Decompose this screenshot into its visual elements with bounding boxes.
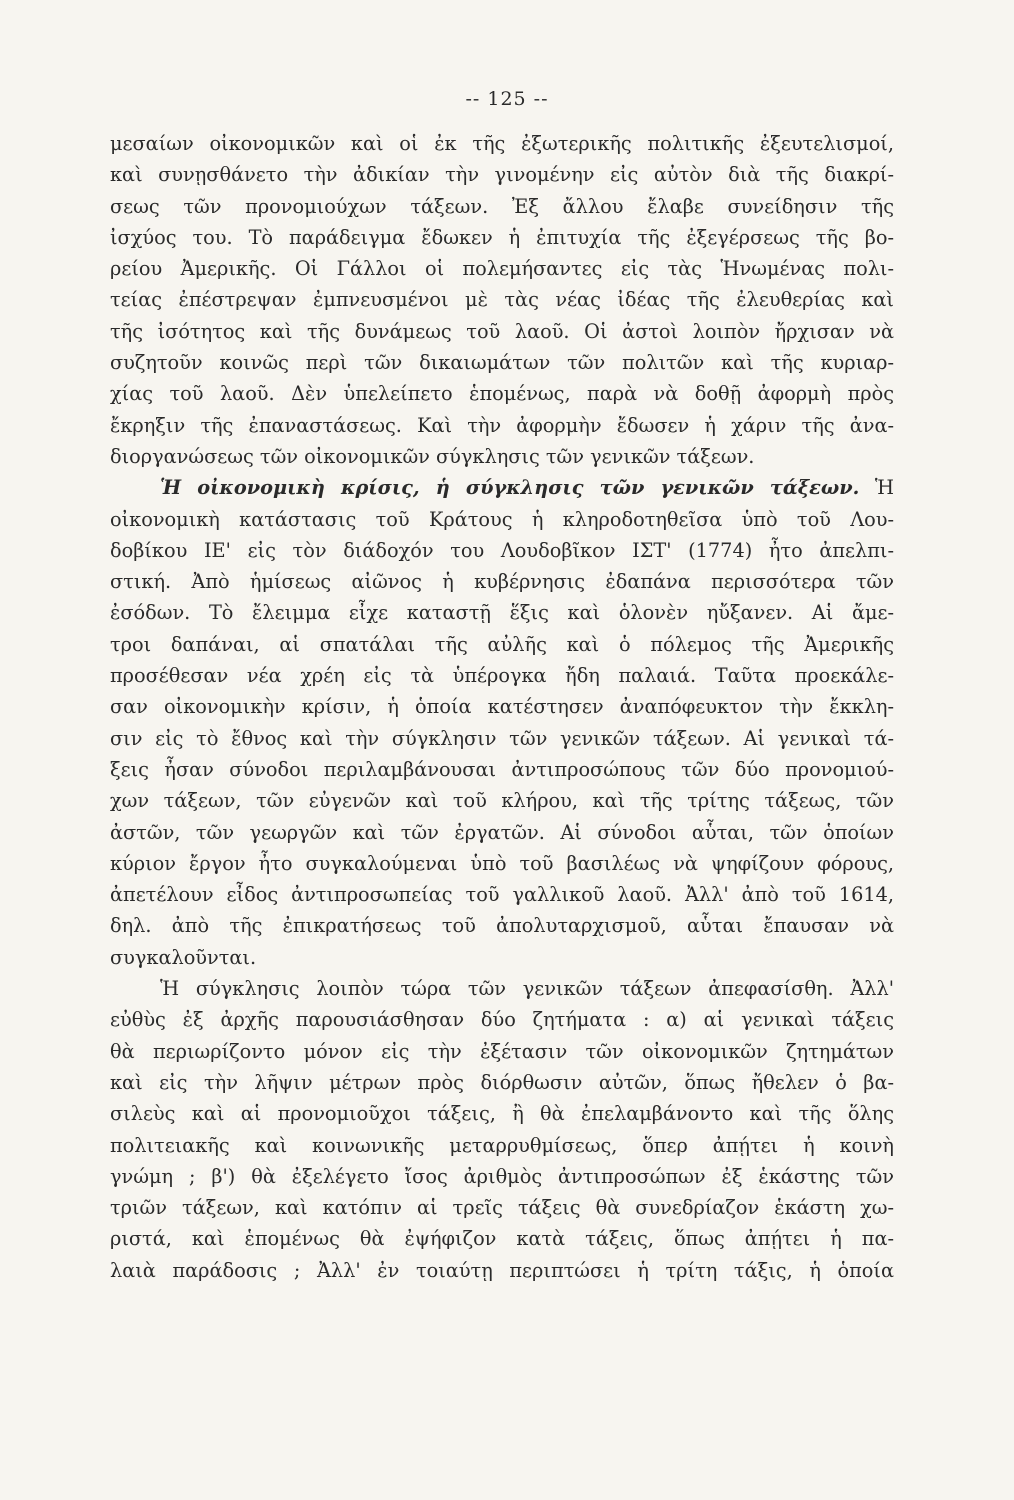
text-line: ἔκρηξιν τῆς ἐπαναστάσεως. Καὶ τὴν ἀφορμὴν ἔδωσεν ἡ χάριν τῆς ἀνα-: [110, 413, 894, 437]
text-line: καὶ εἰς τὴν λῆψιν μέτρων πρὸς διόρθωσιν αὐτῶν, ὅπως ἤθελεν ὁ βα-: [110, 1070, 894, 1094]
text-line: καὶ συνῃσθάνετο τὴν ἀδικίαν τὴν γινομένην εἰς αὐτὸν διὰ τῆς διακρί-: [110, 163, 894, 187]
text-line: θὰ περιωρίζοντο μόνον εἰς τὴν ἐξέτασιν τῶν οἰκονομικῶν ζητημάτων: [110, 1039, 894, 1063]
text-line: ἐσόδων. Τὸ ἔλειμμα εἶχε καταστῇ ἕξις καὶ ὁλονὲν ηὔξανεν. Αἱ ἄμε-: [110, 601, 894, 625]
text-line: ἀστῶν, τῶν γεωργῶν καὶ τῶν ἐργατῶν. Αἱ σύνοδοι αὗται, τῶν ὁποίων: [110, 820, 894, 844]
text-line: τείας ἐπέστρεψαν ἐμπνευσμένοι μὲ τὰς νέας ἰδέας τῆς ἐλευθερίας καὶ: [110, 288, 894, 312]
text-line: Ἡ σύγκλησις λοιπὸν τώρα τῶν γενικῶν τάξεων ἀπεφασίσθη. Ἀλλ': [160, 977, 894, 1001]
text-line: ξεις ἦσαν σύνοδοι περιλαμβάνουσαι ἀντιπροσώπους τῶν δύο προνομιού-: [110, 757, 894, 781]
section-heading-line: [110, 472, 894, 503]
text-line: στική. Ἀπὸ ἡμίσεως αἰῶνος ἡ κυβέρνησις ἐδαπάνα περισσότερα τῶν: [110, 570, 894, 594]
text-line: ἰσχύος του. Τὸ παράδειγμα ἔδωκεν ἡ ἐπιτυχία τῆς ἐξεγέρσεως τῆς βο-: [110, 225, 894, 249]
text-line: ριστά, καὶ ἑπομένως θὰ ἐψήφιζον κατὰ τάξεις, ὅπως ἀπῄτει ἡ πα-: [110, 1227, 894, 1251]
text-line: μεσαίων οἰκονομικῶν καὶ οἱ ἐκ τῆς ἐξωτερικῆς πολιτικῆς ἐξευτελισμοί,: [110, 132, 894, 155]
text-line: σιν εἰς τὸ ἔθνος καὶ τὴν σύγκλησιν τῶν γενικῶν τάξεων. Αἱ γενικαὶ τά-: [110, 726, 894, 750]
text-line: τροι δαπάναι, αἱ σπατάλαι τῆς αὐλῆς καὶ ὁ πόλεμος τῆς Ἀμερικῆς: [110, 632, 894, 656]
text-line: σεως τῶν προνομιούχων τάξεων. Ἐξ ἄλλου ἔλαβε συνείδησιν τῆς: [110, 194, 894, 218]
text-line: συγκαλοῦνται.: [110, 945, 257, 969]
text-line: οἰκονομικὴ κατάστασις τοῦ Κράτους ἡ κληροδοτηθεῖσα ὑπὸ τοῦ Λου-: [110, 507, 894, 531]
text-line: ρείου Ἀμερικῆς. Οἱ Γάλλοι οἱ πολεμήσαντες εἰς τὰς Ἡνωμένας πολι-: [110, 257, 894, 281]
heading-tail: Ἡ: [859, 476, 894, 500]
text-line: χίας τοῦ λαοῦ. Δὲν ὑπελείπετο ἑπομένως, παρὰ νὰ δοθῇ ἀφορμὴ πρὸς: [110, 382, 894, 406]
text-line: δηλ. ἀπὸ τῆς ἐπικρατήσεως τοῦ ἀπολυταρχισμοῦ, αὗται ἔπαυσαν νὰ: [110, 914, 894, 938]
text-line: εὐθὺς ἐξ ἀρχῆς παρουσιάσθησαν δύο ζητήματα : α) αἱ γενικαὶ τάξεις: [110, 1008, 894, 1032]
text-line: προσέθεσαν νέα χρέη εἰς τὰ ὑπέρογκα ἤδη παλαιά. Ταῦτα προεκάλε-: [110, 664, 894, 688]
text-line: σιλεὺς καὶ αἱ προνομιοῦχοι τάξεις, ἢ θὰ ἐπελαμβάνοντο καὶ τῆς ὅλης: [110, 1102, 894, 1126]
text-line: σαν οἰκονομικὴν κρίσιν, ἡ ὁποία κατέστησεν ἀναπόφευκτον τὴν ἔκκλη-: [110, 695, 894, 719]
page-number: -- 125 --: [465, 88, 549, 110]
section-heading: Ἡ οἰκονομικὴ κρίσις, ἡ σύγκλησις τῶν γενικῶν τάξεων.: [160, 476, 860, 500]
text-line: διοργανώσεως τῶν οἰκονομικῶν σύγκλησις τῶν γενικῶν τάξεων.: [110, 444, 755, 468]
text-line: πολιτειακῆς καὶ κοινωνικῆς μεταρρυθμίσεως, ὅπερ ἀπῄτει ἡ κοινὴ: [110, 1133, 894, 1157]
text-line: δοβίκου ΙΕ' εἰς τὸν διάδοχόν του Λουδοβῖκον ΙΣΤ' (1774) ἦτο ἀπελπι-: [110, 538, 894, 562]
text-line: κύριον ἔργον ἦτο συγκαλούμεναι ὑπὸ τοῦ βασιλέως νὰ ψηφίζουν φόρους,: [110, 851, 894, 875]
text-line: ἀπετέλουν εἶδος ἀντιπροσωπείας τοῦ γαλλικοῦ λαοῦ. Ἀλλ' ἀπὸ τοῦ 1614,: [110, 883, 894, 907]
text-line: τριῶν τάξεων, καὶ κατόπιν αἱ τρεῖς τάξεις θὰ συνεδρίαζον ἑκάστη χω-: [110, 1196, 894, 1220]
text-line: τῆς ἰσότητος καὶ τῆς δυνάμεως τοῦ λαοῦ. Οἱ ἀστοὶ λοιπὸν ἤρχισαν νὰ: [110, 319, 894, 343]
text-line: συζητοῦν κοινῶς περὶ τῶν δικαιωμάτων τῶν πολιτῶν καὶ τῆς κυριαρ-: [110, 351, 894, 375]
text-line: λαιὰ παράδοσις ; Ἀλλ' ἐν τοιαύτῃ περιπτώσει ἡ τρίτη τάξις, ἡ ὁποία: [110, 1258, 894, 1282]
body-text: [110, 128, 894, 1286]
text-line: χων τάξεων, τῶν εὐγενῶν καὶ τοῦ κλήρου, καὶ τῆς τρίτης τάξεως, τῶν: [110, 789, 894, 813]
text-line: γνώμη ; β') θὰ ἐξελέγετο ἴσος ἀριθμὸς ἀντιπροσώπων ἐξ ἑκάστης τῶν: [110, 1164, 894, 1188]
